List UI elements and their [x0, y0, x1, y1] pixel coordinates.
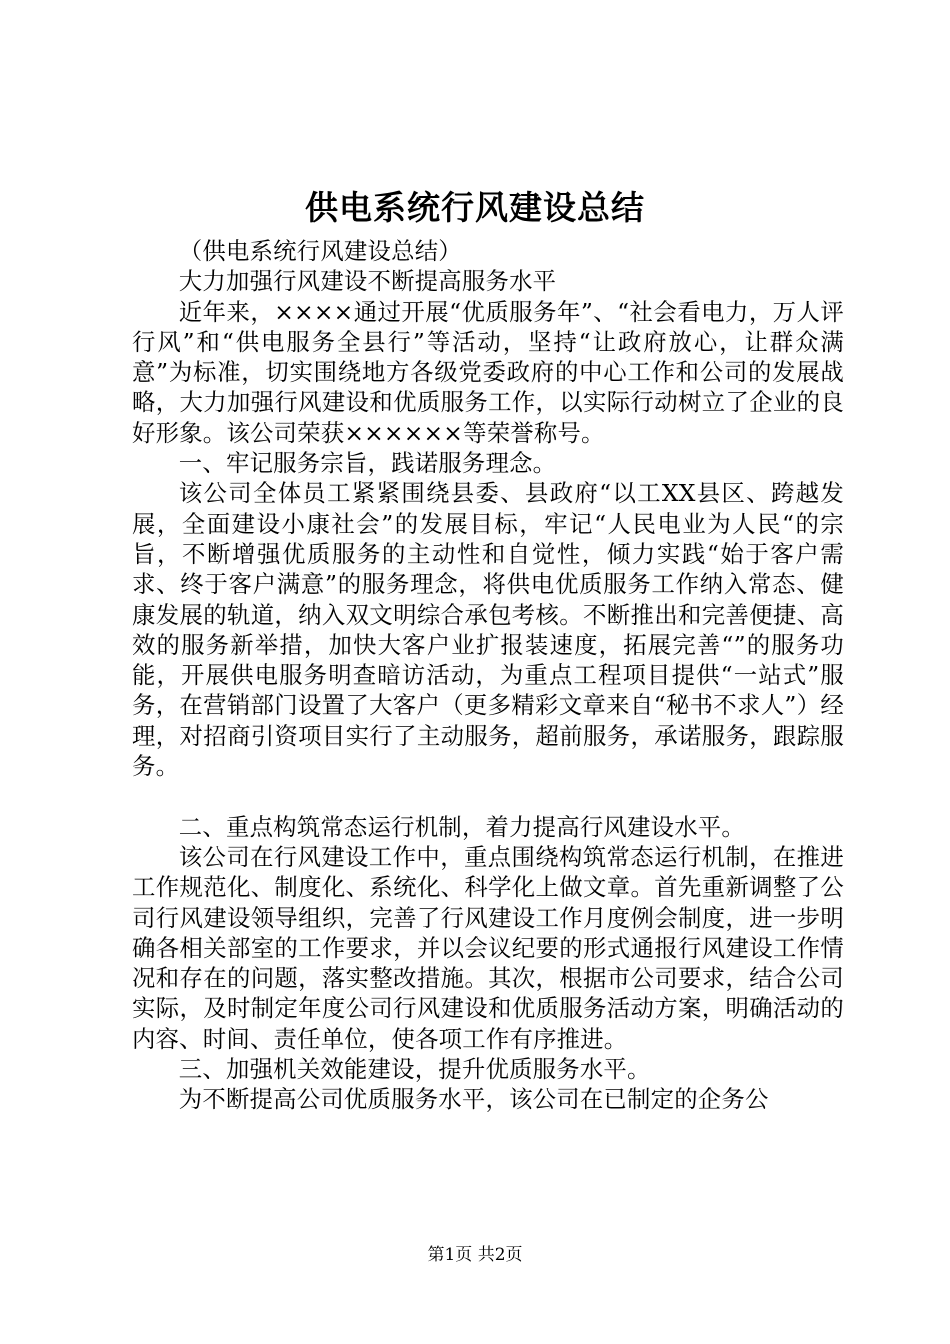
section-heading-3: 三、加强机关效能建设，提升优质服务水平。 [178, 1055, 651, 1084]
document-body [132, 236, 844, 1115]
paragraph-gap [132, 781, 844, 811]
section-paragraph-2: 该公司在行风建设工作中，重点围绕构筑常态运行机制，在推进工作规范化、制度化、系统化、科学化上做文章。首先重新调整了公司行风建设领导组织，完善了行风建设工作月度例会制度，进一步明确各相关部室的工作要求，并以会议纪要的形式通报行风建设工作情况和存在的问题，落实整改措施。其次，根据市公司要求，结合公司实际，及时制定年度公司行风建设和优质服务活动方案，明确活动的内容、时间、责任单位，使各项工作有序推进。 [132, 842, 844, 1053]
section-heading-2: 二、重点构筑常态运行机制，着力提高行风建设水平。 [178, 812, 745, 841]
intro-paragraph: 近年来，××××通过开展“优质服务年”、“社会看电力，万人评行风”和“供电服务全县行”等活动，坚持“让政府放心，让群众满意”为标准，切实围绕地方各级党委政府的中心工作和公司的发展战略，大力加强行风建设和优质服务工作，以实际行动树立了企业的良好形象。该公司荣获××××××等荣誉称号。 [132, 297, 844, 447]
heading-paragraph: 大力加强行风建设不断提高服务水平 [178, 267, 557, 296]
document-title: 供电系统行风建设总结 [305, 188, 645, 227]
section-paragraph-3: 为不断提高公司优质服务水平，该公司在已制定的企务公 [178, 1085, 769, 1114]
section-paragraph-1: 该公司全体员工紧紧围绕县委、县政府“以工XX县区、跨越发展，全面建设小康社会”的发展目标，牢记“人民电业为人民“的宗旨，不断增强优质服务的主动性和自觉性，倾力实践“始于客户需求、终于客户满意”的服务理念，将供电优质服务工作纳入常态、健康发展的轨道，纳入双文明综合承包考核。不断推出和完善便捷、高效的服务新举措，加快大客户业扩报装速度，拓展完善“”的服务功能，开展供电服务明查暗访活动，为重点工程项目提供“一站式”服务，在营销部门设置了大客户（更多精彩文章来自“秘书不求人”）经理，对招商引资项目实行了主动服务，超前服务，承诺服务，跟踪服务。 [132, 479, 844, 781]
subtitle-paragraph: （供电系统行风建设总结） [178, 237, 462, 265]
page-footer: 第1页 共2页 [427, 1245, 523, 1265]
section-heading-1: 一、牢记服务宗旨，践诺服务理念。 [178, 449, 557, 478]
